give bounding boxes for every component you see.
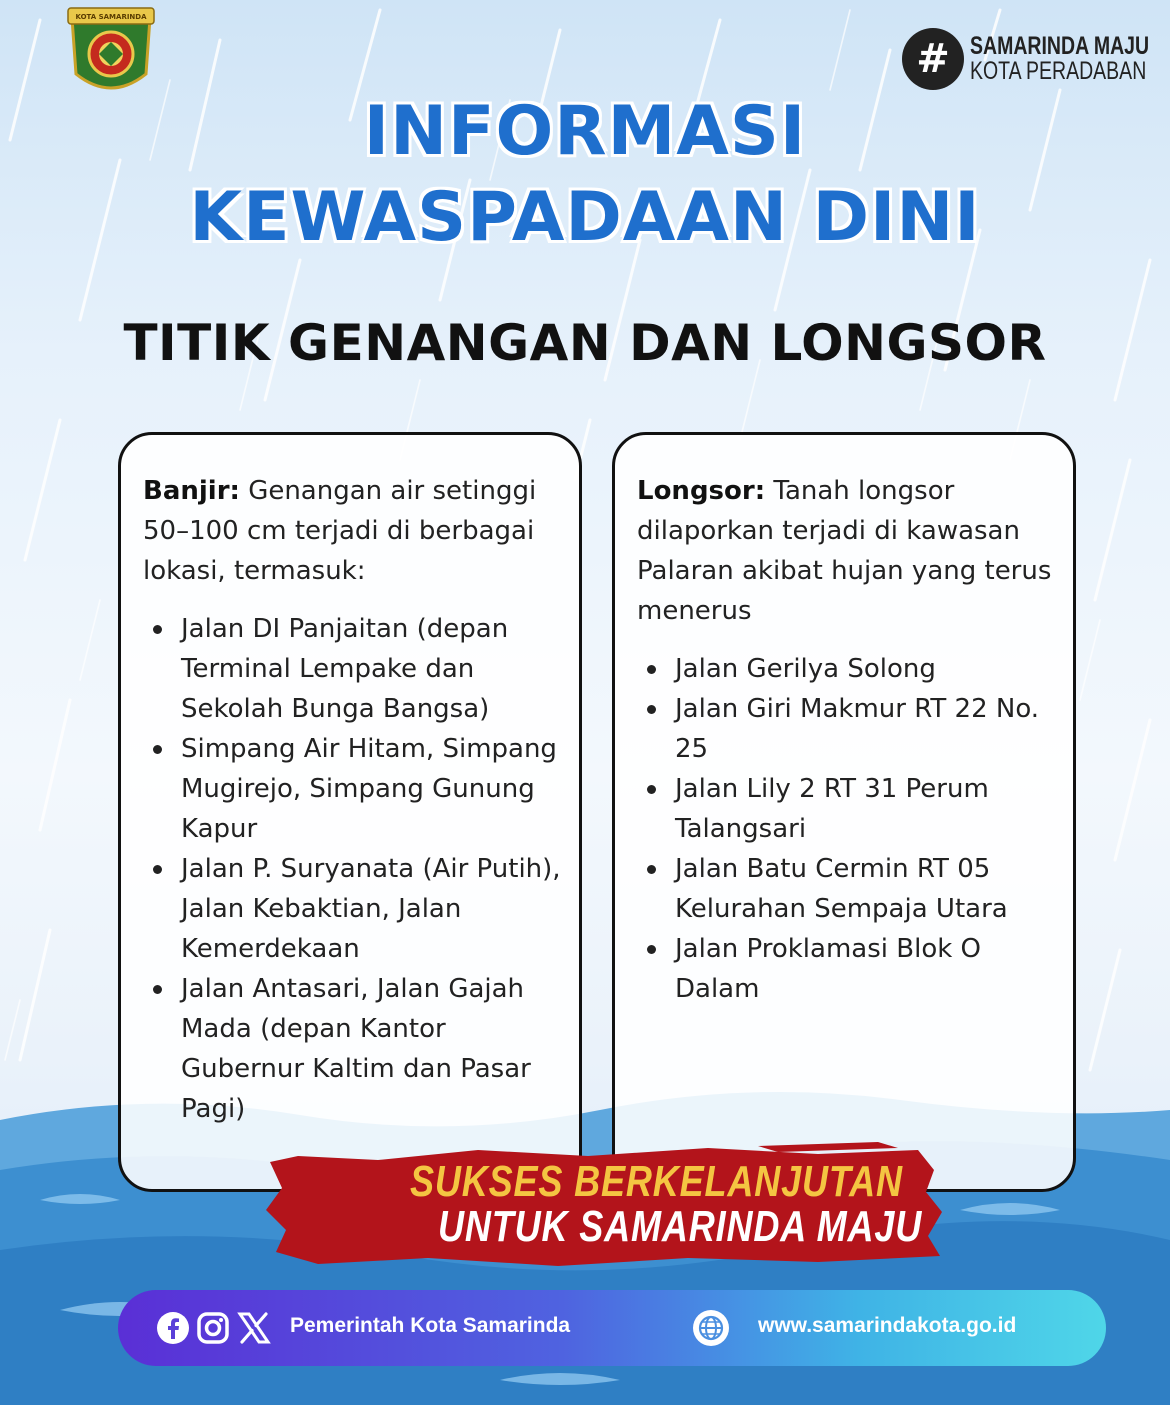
- banjir-location-list: [143, 609, 567, 1129]
- instagram-icon[interactable]: [196, 1311, 230, 1345]
- list-item: Jalan Giri Makmur RT 22 No. 25: [637, 689, 1061, 769]
- slogan-line-2: UNTUK SAMARINDA MAJU: [438, 1202, 923, 1251]
- longsor-intro-text: Tanah longsor dilaporkan terjadi di kawasan Palaran akibat hujan yang terus menerus: [637, 476, 1052, 626]
- slogan-line-1: SUKSES BERKELANJUTAN: [410, 1157, 903, 1206]
- facebook-icon[interactable]: [156, 1311, 190, 1345]
- list-item: Jalan Batu Cermin RT 05 Kelurahan Sempaja Utara: [637, 849, 1061, 929]
- longsor-label: Longsor:: [637, 476, 766, 506]
- list-item: Jalan P. Suryanata (Air Putih), Jalan Kebaktian, Jalan Kemerdekaan: [143, 849, 567, 969]
- samarinda-maju-hashtag: [902, 28, 1150, 92]
- list-item: Jalan Lily 2 RT 31 Perum Talangsari: [637, 769, 1061, 849]
- list-item: Jalan Gerilya Solong: [637, 649, 1061, 689]
- list-item: Simpang Air Hitam, Simpang Mugirejo, Simpang Gunung Kapur: [143, 729, 567, 849]
- footer-organization-name: Pemerintah Kota Samarinda: [290, 1314, 571, 1337]
- longsor-card: [612, 432, 1076, 1192]
- list-item: Jalan DI Panjaitan (depan Terminal Lempake dan Sekolah Bunga Bangsa): [143, 609, 567, 729]
- banjir-label: Banjir:: [143, 476, 240, 506]
- banjir-intro: [143, 471, 567, 591]
- samarinda-city-logo: [62, 4, 160, 104]
- list-item: Jalan Proklamasi Blok O Dalam: [637, 929, 1061, 1009]
- hashtag-icon: #: [902, 28, 964, 90]
- hashtag-line-1: SAMARINDA MAJU: [970, 32, 1150, 60]
- globe-icon: [692, 1309, 730, 1347]
- footer-bar: [118, 1290, 1106, 1366]
- hashtag-line-2: KOTA PERADABAN: [970, 57, 1147, 85]
- title-line-1: INFORMASI: [363, 92, 807, 171]
- x-twitter-icon[interactable]: [237, 1311, 271, 1345]
- banjir-card: [118, 432, 582, 1192]
- title-line-2: KEWASPADAAN DINI: [189, 178, 981, 257]
- banjir-intro-text: Genangan air setinggi 50–100 cm terjadi di berbagai lokasi, termasuk:: [143, 476, 537, 586]
- website-link[interactable]: www.samarindakota.go.id: [758, 1314, 1017, 1337]
- subtitle: TITIK GENANGAN DAN LONGSOR: [123, 314, 1047, 372]
- longsor-location-list: [637, 649, 1061, 1009]
- svg-text:KOTA SAMARINDA: KOTA SAMARINDA: [75, 13, 147, 21]
- list-item: Jalan Antasari, Jalan Gajah Mada (depan Kantor Gubernur Kaltim dan Pasar Pagi): [143, 969, 567, 1129]
- longsor-intro: [637, 471, 1061, 631]
